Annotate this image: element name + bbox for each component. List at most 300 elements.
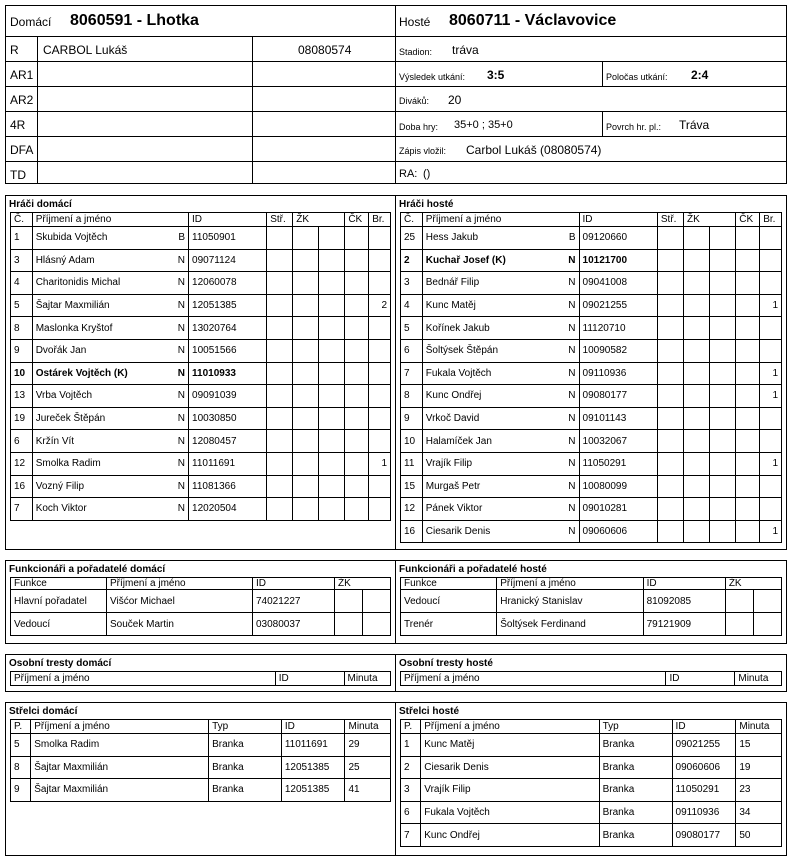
away-functionaries-section (395, 560, 787, 644)
player-ck (345, 475, 369, 498)
player-br (760, 430, 782, 453)
player-str (657, 249, 683, 272)
player-zk1 (293, 407, 319, 430)
col-zk: ŽK (335, 578, 391, 590)
player-str (657, 385, 683, 408)
player-name: Vrba Vojtěch (35, 390, 93, 402)
player-name: Hess Jakub (425, 232, 479, 244)
official-role: 4R (10, 118, 26, 132)
scorer-id: 12051385 (281, 779, 345, 802)
player-br (760, 498, 782, 521)
player-name: Koch Viktor (35, 503, 87, 515)
player-name: Halamíček Jan (425, 435, 492, 447)
player-str (267, 475, 293, 498)
official-role: AR1 (10, 68, 34, 82)
player-zk1 (684, 227, 710, 250)
player-flag: N (568, 435, 576, 447)
player-row (401, 498, 782, 521)
player-name-cell (32, 407, 188, 430)
functionary-zk1 (725, 590, 753, 613)
player-id: 09041008 (579, 272, 657, 295)
scorer-period: 3 (401, 779, 421, 802)
functionary-id: 81092085 (643, 590, 725, 613)
functionary-id: 79121909 (643, 613, 725, 636)
stadion-row (396, 37, 786, 62)
player-br: 2 (369, 294, 391, 317)
scorer-id: 11011691 (281, 734, 345, 757)
player-zk2 (319, 339, 345, 362)
player-number: 10 (401, 430, 423, 453)
player-flag: N (177, 254, 186, 266)
player-ck (736, 227, 760, 250)
functionary-zk2 (753, 613, 781, 636)
player-zk2 (710, 339, 736, 362)
player-number: 1 (11, 227, 33, 250)
player-str (267, 317, 293, 340)
player-br (369, 249, 391, 272)
ra-row (396, 162, 786, 184)
player-str (657, 407, 683, 430)
col-number: Č. (401, 213, 423, 227)
scorer-id: 09021255 (672, 734, 736, 757)
scorer-row (401, 801, 782, 824)
col-id: ID (189, 213, 267, 227)
player-zk1 (684, 362, 710, 385)
player-br: 1 (369, 452, 391, 475)
scorer-id: 09060606 (672, 756, 736, 779)
player-ck (736, 294, 760, 317)
player-number: 3 (401, 272, 423, 295)
scorers-col: Typ (599, 720, 672, 734)
player-id: 11050901 (189, 227, 267, 250)
player-number: 7 (11, 498, 33, 521)
player-ck (345, 227, 369, 250)
scorer-name: Vrajík Filip (421, 779, 599, 802)
player-br (369, 498, 391, 521)
player-zk1 (293, 385, 319, 408)
penalties-col: ID (666, 672, 735, 686)
result-row (396, 62, 786, 87)
halftime-label: Poločas utkání: (606, 72, 668, 82)
scorer-minute: 23 (736, 779, 782, 802)
player-zk2 (319, 430, 345, 453)
player-flag: N (177, 322, 186, 334)
player-name-cell (32, 385, 188, 408)
functionary-role: Vedoucí (11, 613, 107, 636)
player-flag: N (568, 390, 576, 402)
player-number: 16 (401, 520, 423, 543)
player-row (11, 385, 391, 408)
away-team-row (396, 6, 786, 37)
player-flag: N (177, 435, 186, 447)
functionary-id: 74021227 (253, 590, 335, 613)
player-zk2 (319, 498, 345, 521)
col-name: Příjmení a jméno (107, 578, 253, 590)
player-id: 10032067 (579, 430, 657, 453)
col-role: Funkce (401, 578, 497, 590)
player-str (267, 452, 293, 475)
scorer-row (401, 734, 782, 757)
player-ck (345, 249, 369, 272)
player-name-cell (422, 407, 579, 430)
player-ck (345, 407, 369, 430)
player-id: 09080177 (579, 385, 657, 408)
scorer-type: Branka (599, 779, 672, 802)
player-row (401, 475, 782, 498)
player-number: 5 (401, 317, 423, 340)
player-zk1 (684, 294, 710, 317)
player-zk2 (710, 227, 736, 250)
player-zk1 (293, 475, 319, 498)
functionary-id: 03080037 (253, 613, 335, 636)
player-str (657, 272, 683, 295)
player-number: 8 (11, 317, 33, 340)
functionary-name: Šoltýsek Ferdinand (497, 613, 643, 636)
player-ck (736, 430, 760, 453)
player-row (11, 407, 391, 430)
player-zk2 (319, 249, 345, 272)
penalties-header-row (11, 672, 391, 686)
player-str (267, 385, 293, 408)
player-str (267, 498, 293, 521)
player-ck (736, 498, 760, 521)
away-scorers-table (400, 719, 782, 847)
functionary-row (11, 590, 391, 613)
surface-label: Povrch hr. pl.: (606, 122, 662, 132)
player-ck (345, 430, 369, 453)
duration-label: Doba hry: (399, 122, 439, 132)
player-zk1 (684, 272, 710, 295)
player-id: 09060606 (579, 520, 657, 543)
player-ck (736, 475, 760, 498)
player-number: 7 (401, 362, 423, 385)
player-flag: N (568, 367, 576, 379)
player-str (657, 475, 683, 498)
player-ck (736, 317, 760, 340)
result-value: 3:5 (487, 68, 505, 82)
official-row (6, 162, 395, 184)
player-str (657, 294, 683, 317)
player-zk2 (710, 498, 736, 521)
player-id: 12060078 (189, 272, 267, 295)
official-role: TD (10, 168, 26, 182)
scorer-minute: 41 (345, 779, 391, 802)
away-players-section (395, 195, 787, 550)
player-zk2 (710, 272, 736, 295)
player-row (11, 362, 391, 385)
player-str (657, 430, 683, 453)
player-flag: N (568, 345, 576, 357)
player-row (401, 227, 782, 250)
player-row (11, 272, 391, 295)
player-ck (345, 385, 369, 408)
player-zk1 (293, 452, 319, 475)
player-br (369, 227, 391, 250)
player-name: Kržín Vít (35, 435, 75, 447)
player-id: 09071124 (189, 249, 267, 272)
scorers-header-row (401, 720, 782, 734)
player-zk1 (293, 498, 319, 521)
home-penalties-title: Osobní tresty domácí (9, 658, 112, 669)
away-scorers-section (395, 702, 787, 856)
player-zk1 (684, 520, 710, 543)
home-functionaries-section (5, 560, 396, 644)
player-ck (736, 362, 760, 385)
player-number: 10 (11, 362, 33, 385)
player-flag: N (177, 277, 186, 289)
player-name-cell (32, 362, 188, 385)
player-name-cell (422, 430, 579, 453)
scorers-col: Typ (209, 720, 282, 734)
player-name-cell (32, 317, 188, 340)
duration-row (396, 112, 786, 137)
result-label: Výsledek utkání: (399, 72, 466, 82)
player-row (11, 317, 391, 340)
player-name: Pánek Viktor (425, 503, 483, 515)
scorers-header-row (11, 720, 391, 734)
player-name: Vrajík Filip (425, 458, 473, 470)
player-name-cell (32, 452, 188, 475)
player-name-cell (422, 498, 579, 521)
player-zk1 (684, 452, 710, 475)
scorer-row (401, 824, 782, 847)
player-ck (736, 385, 760, 408)
player-str (267, 272, 293, 295)
player-name-cell (422, 520, 579, 543)
player-name: Šoltýsek Štěpán (425, 345, 499, 357)
functionaries-header-row (11, 578, 391, 590)
official-row (6, 37, 395, 62)
player-br (369, 407, 391, 430)
player-number: 6 (401, 339, 423, 362)
player-zk1 (293, 294, 319, 317)
penalties-col: Minuta (344, 672, 391, 686)
player-id: 11081366 (189, 475, 267, 498)
player-name: Maslonka Kryštof (35, 322, 113, 334)
scorer-type: Branka (209, 756, 282, 779)
player-br: 1 (760, 362, 782, 385)
player-br: 1 (760, 452, 782, 475)
player-flag: N (177, 300, 186, 312)
player-ck (345, 272, 369, 295)
player-flag: N (177, 480, 186, 492)
player-flag: N (568, 503, 576, 515)
player-str (267, 249, 293, 272)
player-id: 09101143 (579, 407, 657, 430)
spectators-label: Diváků: (399, 96, 430, 106)
player-id: 11011691 (189, 452, 267, 475)
player-str (267, 407, 293, 430)
player-row (11, 452, 391, 475)
player-name-cell (422, 294, 579, 317)
player-zk1 (293, 227, 319, 250)
player-row (11, 339, 391, 362)
player-flag: B (178, 232, 186, 244)
player-name: Ciesarik Denis (425, 526, 491, 538)
player-ck (345, 339, 369, 362)
player-name: Šajtar Maxmilián (35, 300, 110, 312)
away-label: Hosté (399, 15, 431, 29)
player-str (657, 520, 683, 543)
away-players-title: Hráči hosté (399, 199, 454, 210)
player-number: 9 (11, 339, 33, 362)
player-str (267, 294, 293, 317)
scorer-name: Šajtar Maxmilián (31, 756, 209, 779)
player-zk2 (319, 407, 345, 430)
player-number: 5 (11, 294, 33, 317)
player-row (401, 339, 782, 362)
player-id: 09110936 (579, 362, 657, 385)
away-players-table (400, 212, 782, 543)
official-row (6, 87, 395, 112)
player-name-cell (422, 227, 579, 250)
scorer-period: 1 (401, 734, 421, 757)
player-flag: N (177, 345, 186, 357)
scorer-id: 12051385 (281, 756, 345, 779)
official-role: AR2 (10, 93, 34, 107)
scorer-type: Branka (599, 734, 672, 757)
home-penalties-table (10, 671, 391, 686)
functionaries-header-row (401, 578, 782, 590)
player-ck (345, 498, 369, 521)
player-name-cell (32, 498, 188, 521)
player-row (401, 272, 782, 295)
player-zk2 (319, 362, 345, 385)
player-id: 10080099 (579, 475, 657, 498)
away-header (395, 5, 787, 184)
scorers-col: Příjmení a jméno (421, 720, 599, 734)
away-functionaries-table (400, 577, 782, 636)
player-number: 3 (11, 249, 33, 272)
functionary-role: Vedoucí (401, 590, 497, 613)
col-str: Stř. (267, 213, 293, 227)
player-br (760, 272, 782, 295)
player-row (401, 362, 782, 385)
player-flag: N (568, 413, 576, 425)
player-zk2 (319, 475, 345, 498)
col-str: Stř. (657, 213, 683, 227)
player-ck (736, 407, 760, 430)
col-name: Příjmení a jméno (422, 213, 579, 227)
player-number: 2 (401, 249, 423, 272)
player-number: 13 (11, 385, 33, 408)
col-name: Příjmení a jméno (497, 578, 643, 590)
player-br: 1 (760, 294, 782, 317)
scorers-col: Minuta (736, 720, 782, 734)
player-name: Charitonidis Michal (35, 277, 121, 289)
col-zk: ŽK (293, 213, 345, 227)
player-flag: N (568, 526, 576, 538)
player-row (401, 452, 782, 475)
penalties-header-row (401, 672, 782, 686)
functionary-name: Višćor Michael (107, 590, 253, 613)
player-ck (345, 294, 369, 317)
player-br (760, 407, 782, 430)
col-name: Příjmení a jméno (32, 213, 188, 227)
player-name-cell (32, 475, 188, 498)
scorer-name: Kunc Matěj (421, 734, 599, 757)
player-id: 11050291 (579, 452, 657, 475)
player-flag: N (177, 367, 186, 379)
player-zk1 (293, 339, 319, 362)
col-br: Br. (369, 213, 391, 227)
home-penalties-section (5, 654, 396, 692)
player-br (369, 385, 391, 408)
player-row (401, 407, 782, 430)
player-flag: N (568, 277, 576, 289)
player-row (401, 294, 782, 317)
player-id: 10051566 (189, 339, 267, 362)
away-functionaries-title: Funkcionáři a pořadatelé hosté (399, 564, 547, 575)
col-id: ID (579, 213, 657, 227)
player-number: 12 (11, 452, 33, 475)
functionary-row (401, 590, 782, 613)
scorer-period: 8 (11, 756, 31, 779)
player-number: 11 (401, 452, 423, 475)
player-str (657, 317, 683, 340)
functionary-row (11, 613, 391, 636)
scorer-period: 7 (401, 824, 421, 847)
player-id: 09091039 (189, 385, 267, 408)
away-penalties-title: Osobní tresty hosté (399, 658, 493, 669)
player-id: 12020504 (189, 498, 267, 521)
player-name: Kunc Ondřej (425, 390, 482, 402)
player-br (369, 339, 391, 362)
player-str (267, 339, 293, 362)
player-br (369, 272, 391, 295)
scorer-row (401, 756, 782, 779)
scorer-minute: 29 (345, 734, 391, 757)
player-id: 09010281 (579, 498, 657, 521)
player-zk2 (710, 520, 736, 543)
player-id: 11010933 (189, 362, 267, 385)
player-zk2 (319, 272, 345, 295)
ra-value: () (423, 168, 431, 180)
col-number: Č. (11, 213, 33, 227)
player-zk2 (710, 385, 736, 408)
player-name: Fukala Vojtěch (425, 367, 492, 379)
player-br (369, 317, 391, 340)
player-number: 9 (401, 407, 423, 430)
player-id: 12080457 (189, 430, 267, 453)
scorers-col: P. (401, 720, 421, 734)
col-zk: ŽK (684, 213, 736, 227)
player-zk2 (319, 452, 345, 475)
player-name: Skubida Vojtěch (35, 232, 108, 244)
player-zk1 (684, 475, 710, 498)
player-ck (736, 249, 760, 272)
player-zk2 (319, 294, 345, 317)
player-row (11, 249, 391, 272)
scorer-minute: 19 (736, 756, 782, 779)
player-name: Smolka Radim (35, 458, 101, 470)
spectators-row (396, 87, 786, 112)
player-br (369, 430, 391, 453)
player-row (401, 385, 782, 408)
player-name: Bednář Filip (425, 277, 480, 289)
player-name-cell (422, 272, 579, 295)
col-br: Br. (760, 213, 782, 227)
player-name-cell (32, 227, 188, 250)
player-zk1 (684, 385, 710, 408)
player-flag: N (177, 390, 186, 402)
player-zk2 (710, 317, 736, 340)
away-penalties-table (400, 671, 782, 686)
player-zk1 (684, 339, 710, 362)
player-str (657, 339, 683, 362)
player-ck (736, 452, 760, 475)
players-header-row (11, 213, 391, 227)
